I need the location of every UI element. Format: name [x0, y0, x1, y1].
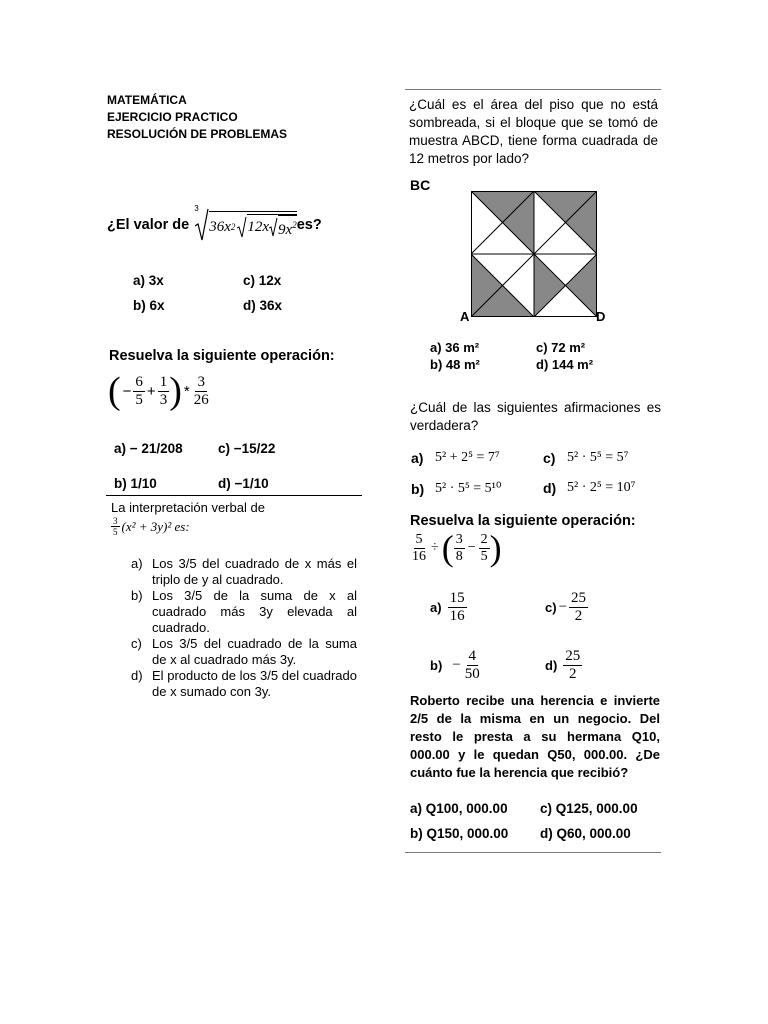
- question-3-expression: $\frac{3}{5}$ (x² + 3y)² es:: [113, 516, 190, 537]
- question-1: [107, 204, 322, 242]
- fraction: $\frac{3}{26}$: [193, 373, 209, 408]
- question-1-prefix: ¿El valor de: [107, 217, 190, 233]
- q3-option-b[interactable]: b) Los 3/5 de la suma de x al cuadrado más 3y elevada al cuadrado.: [131, 588, 357, 635]
- root-index: 3: [194, 204, 199, 213]
- subject-title: MATEMÁTICA: [107, 93, 187, 107]
- topic-title: RESOLUCIÓN DE PROBLEMAS: [107, 127, 288, 141]
- q4-option-a[interactable]: a) 36 m²: [430, 340, 480, 355]
- question-6-expression: $\frac{5}{16}$ ÷ ( $\frac{3}{8}$ − $\frac{2}{5}$ ): [412, 528, 502, 568]
- q2-option-b[interactable]: b) 1/10: [114, 476, 157, 491]
- fraction: $\frac{5}{16}$: [412, 531, 426, 564]
- open-paren: (: [108, 370, 121, 412]
- close-paren: ): [169, 370, 182, 412]
- q7-option-d[interactable]: d) Q60, 000.00: [540, 826, 631, 841]
- q2-option-a[interactable]: a) − 21/208: [114, 441, 183, 456]
- label-d: D: [596, 309, 606, 324]
- q6-option-c[interactable]: c) − $\frac{25}{2}$: [545, 590, 587, 624]
- q5-option-a[interactable]: a) 5² + 2⁵ = 7⁷: [411, 450, 500, 466]
- bottom-divider: [405, 852, 661, 853]
- question-5-text: ¿Cuál de las siguientes afirmaciones es verdadera?: [410, 400, 661, 433]
- exercise-title: EJERCICIO PRACTICO: [107, 110, 238, 124]
- fraction: $\frac{3}{8}$: [455, 531, 463, 564]
- question-6-title: Resuelva la siguiente operación:: [410, 513, 636, 529]
- fraction: $\frac{3}{5}$: [113, 516, 118, 537]
- question-7-text: Roberto recibe una herencia e invierte 2/5 de la misma en un negocio. Del resto le presta a su hermana Q10, 000.00 y le quedan Q50, 000.00. ¿De cuánto fue la herencia que recibió?: [410, 693, 660, 780]
- q2-option-d[interactable]: d) −1/10: [218, 476, 269, 491]
- q7-option-c[interactable]: c) Q125, 000.00: [540, 801, 638, 816]
- label-bc: BC: [410, 177, 431, 193]
- q5-option-d[interactable]: d) 5² · 2⁵ = 10⁷: [543, 480, 636, 496]
- question-4-text: ¿Cuál es el área del piso que no está sombreada, si el bloque que se tomó de muestra ABCD, tiene forma cuadrada de 12 metros por lado?: [409, 97, 658, 166]
- q3-option-c[interactable]: c) Los 3/5 del cuadrado de la suma de x al cuadrado más 3y.: [131, 636, 357, 667]
- close-paren: ): [489, 528, 502, 568]
- question-1-suffix: es?: [296, 217, 322, 233]
- top-divider: [405, 89, 661, 90]
- fraction: $\frac{2}{5}$: [480, 531, 488, 564]
- header: [107, 92, 287, 143]
- q5-option-b[interactable]: b) 5² · 5⁵ = 5¹⁰: [411, 480, 502, 497]
- question-3-title: La interpretación verbal de: [111, 500, 265, 515]
- q7-option-a[interactable]: a) Q100, 000.00: [410, 801, 508, 816]
- q4-option-c[interactable]: c) 72 m²: [536, 340, 586, 355]
- q2-option-c[interactable]: c) −15/22: [218, 441, 276, 456]
- q6-option-d[interactable]: d) $\frac{25}{2}$: [545, 648, 581, 682]
- radicand-c: 9x: [278, 222, 293, 238]
- open-paren: (: [441, 528, 454, 568]
- q7-option-b[interactable]: b) Q150, 000.00: [410, 826, 509, 841]
- q4-option-b[interactable]: b) 48 m²: [430, 357, 480, 372]
- radicand-b: 12x: [247, 219, 270, 235]
- radical-sign-icon: [269, 217, 278, 237]
- fraction: $\frac{15}{16}$: [449, 590, 465, 624]
- question-2-title: Resuelva la siguiente operación:: [109, 348, 335, 364]
- q6-option-b[interactable]: b) − $\frac{4}{50}$: [430, 648, 480, 682]
- fraction: $\frac{25}{2}$: [571, 590, 587, 624]
- divider: [106, 495, 362, 496]
- cube-root-expression: 3 36x 2 12x $9x^2$: [195, 208, 297, 242]
- q4-option-d[interactable]: d) 144 m²: [536, 357, 594, 372]
- q3-options: [131, 556, 357, 700]
- q5-option-c[interactable]: c) 5² · 5⁵ = 5⁷: [543, 450, 629, 466]
- shaded-square-figure: [471, 191, 597, 317]
- q1-option-d[interactable]: d) 36x: [243, 298, 283, 313]
- q3-option-d[interactable]: d) El producto de los 3/5 del cuadrado de x sumado con 3y.: [131, 668, 357, 699]
- question-2-expression: ( − $\frac{6}{5}$ + $\frac{1}{3}$ ) * $\frac{3}{26}$: [108, 370, 209, 412]
- q1-option-c[interactable]: c) 12x: [243, 273, 282, 288]
- radicand-a: 36x: [209, 218, 231, 235]
- fraction: $\frac{4}{50}$: [464, 648, 480, 682]
- q3-option-a[interactable]: a) Los 3/5 del cuadrado de x más el triplo de y al cuadrado.: [131, 556, 357, 587]
- q1-option-a[interactable]: a) 3x: [133, 273, 164, 288]
- fraction: $\frac{6}{5}$: [135, 373, 143, 408]
- q6-option-a[interactable]: a) $\frac{15}{16}$: [430, 590, 465, 624]
- label-a: A: [460, 309, 470, 324]
- fraction: $\frac{1}{3}$: [159, 373, 168, 408]
- q1-option-b[interactable]: b) 6x: [133, 298, 165, 313]
- radical-sign-icon: [237, 216, 247, 238]
- fraction: $\frac{25}{2}$: [565, 648, 581, 682]
